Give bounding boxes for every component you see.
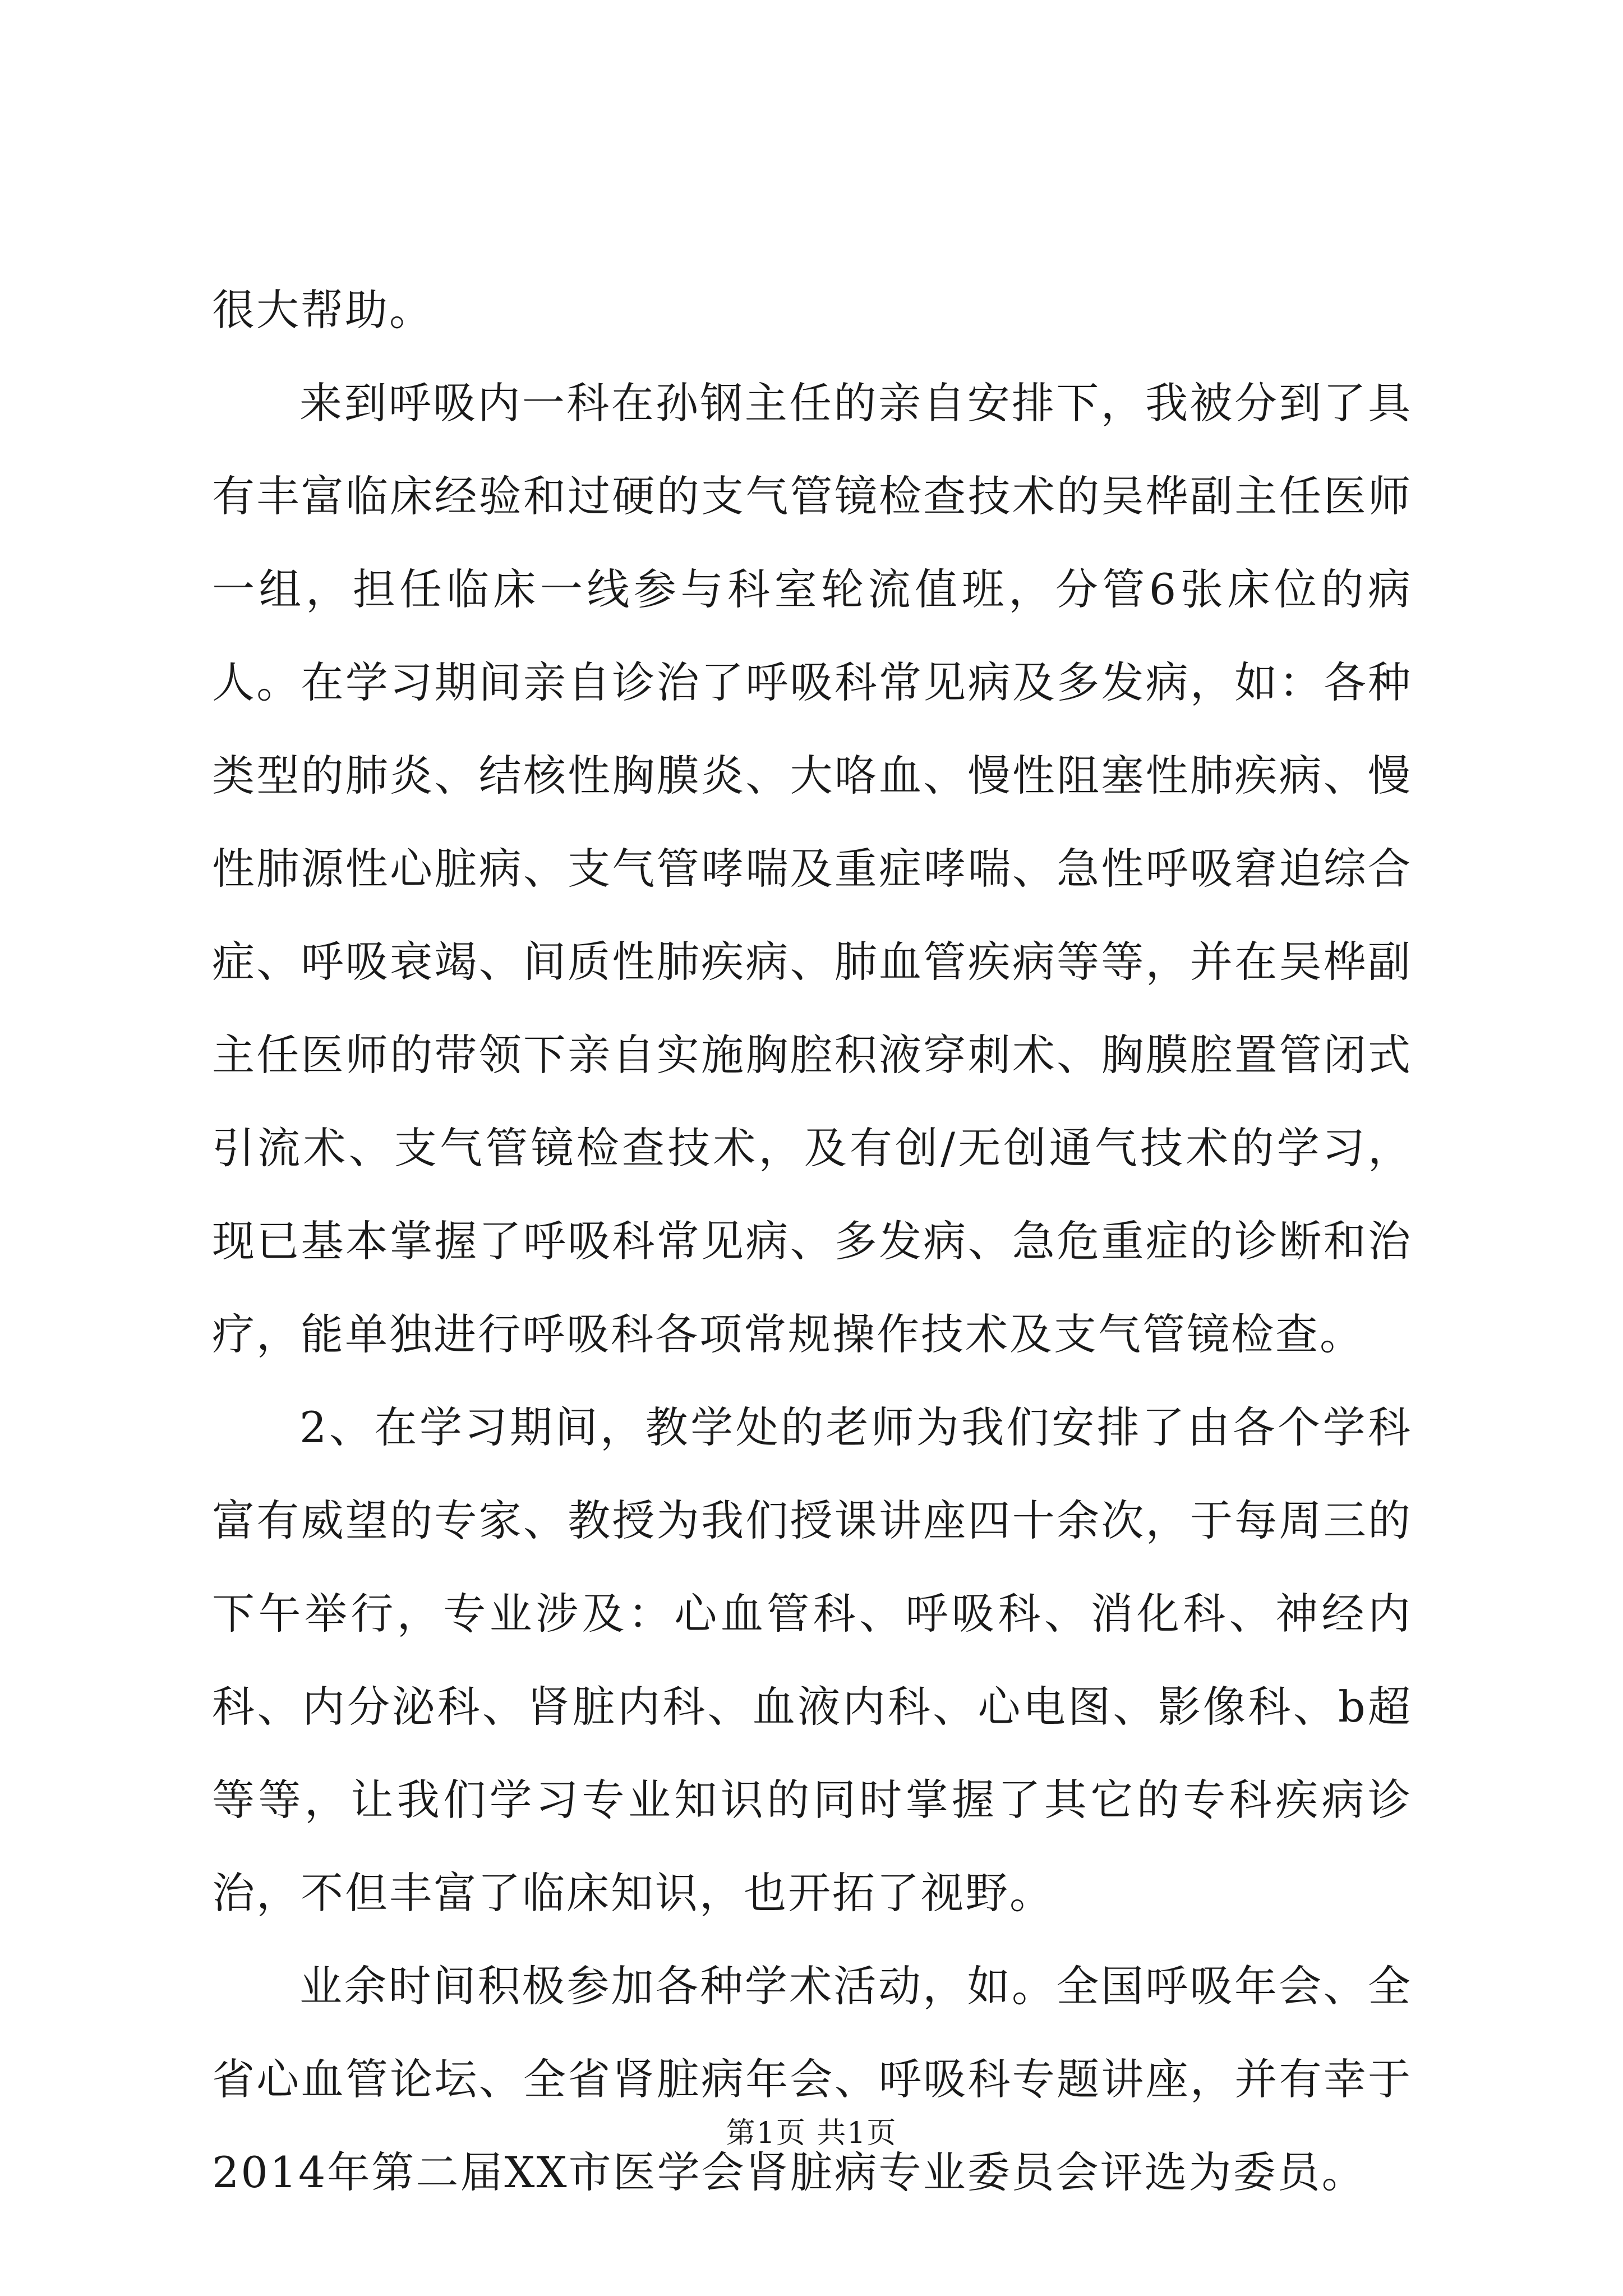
paragraph-academic-activities: 业余时间积极参加各种学术活动，如。全国呼吸年会、全省心血管论坛、全省肾脏病年会、呼吸科专题讲座，并有幸于2014年第二届XX市医学会肾脏病专业委员会评选为委员。 [212,1961,1412,2197]
paragraph-lectures: 2、在学习期间，教学处的老师为我们安排了由各个学科富有威望的专家、教授为我们授课讲座四十余次，于每周三的下午举行，专业涉及：心血管科、呼吸科、消化科、神经内科、内分泌科、肾脏内科、血液内科、心电图、影像科、b超等等，让我们学习专业知识的同时掌握了其它的专科疾病诊治，不但丰富了临床知识，也开拓了视野。 [212,1402,1412,1918]
document-body [212,264,1412,2219]
paragraph-respiratory-rotation: 来到呼吸内一科在孙钢主任的亲自安排下，我被分到了具有丰富临床经验和过硬的支气管镜检查技术的吴桦副主任医师一组，担任临床一线参与科室轮流值班，分管6张床位的病人。在学习期间亲自诊治了呼吸科常见病及多发病，如：各种类型的肺炎、结核性胸膜炎、大咯血、慢性阻塞性肺疾病、慢性肺源性心脏病、支气管哮喘及重症哮喘、急性呼吸窘迫综合症、呼吸衰竭、间质性肺疾病、肺血管疾病等等，并在吴桦副主任医师的带领下亲自实施胸腔积液穿刺术、胸膜腔置管闭式引流术、支气管镜检查技术，及有创/无创通气技术的学习，现已基本掌握了呼吸科常见病、多发病、急危重症的诊断和治疗，能单独进行呼吸科各项常规操作技术及支气管镜检查。 [212,378,1412,1359]
page-footer: 第1页 共1页 [726,2116,897,2150]
paragraph-continuation: 很大帮助。 [212,285,434,335]
